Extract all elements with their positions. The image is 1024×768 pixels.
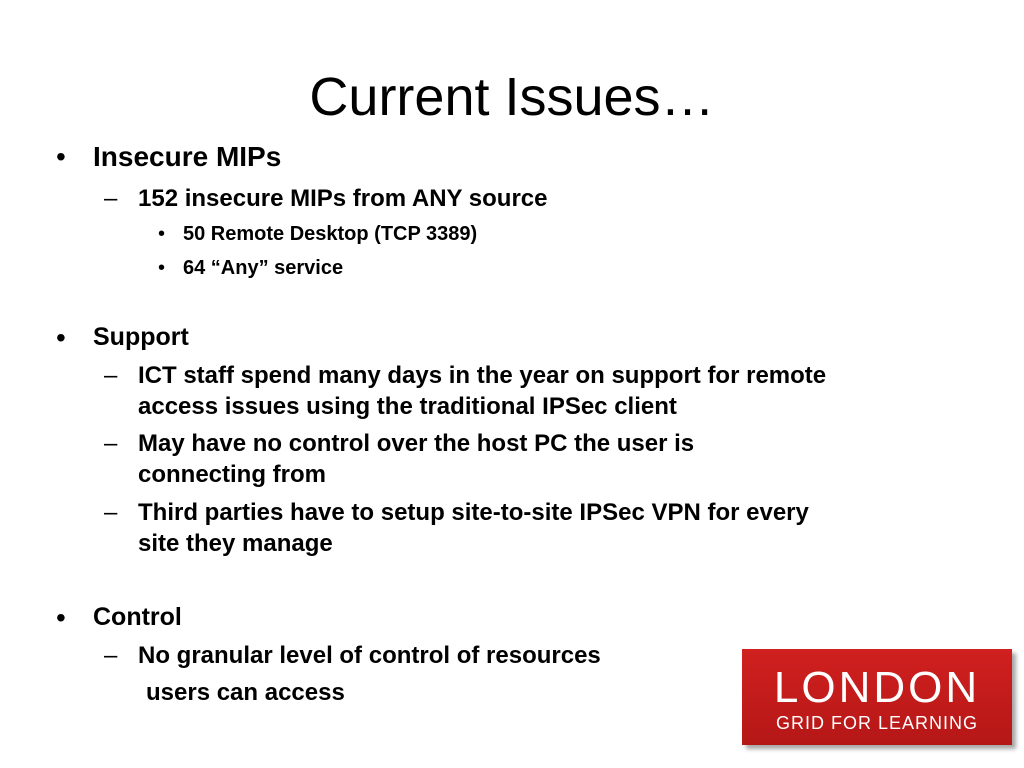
sub-item: 64 “Any” service xyxy=(183,257,344,279)
dash-marker: – xyxy=(104,362,118,389)
item-line: users can access xyxy=(146,679,345,706)
dash-marker: – xyxy=(104,642,118,669)
item-line: access issues using the traditional IPSec client xyxy=(138,393,677,420)
sub-bullet-marker: • xyxy=(158,223,166,245)
logo-main-text: LONDON xyxy=(773,663,981,712)
logo-sub-text: GRID FOR LEARNING xyxy=(775,713,979,733)
bullet-marker: • xyxy=(56,322,66,353)
item-line: No granular level of control of resources xyxy=(138,642,601,669)
bullet-marker: • xyxy=(56,602,66,633)
item-line: May have no control over the host PC the user is xyxy=(138,430,695,457)
item-line: 152 insecure MIPs from ANY source xyxy=(138,185,548,212)
dash-marker: – xyxy=(104,185,118,212)
item-line: ICT staff spend many days in the year on support for remote xyxy=(138,362,827,389)
sub-item: 50 Remote Desktop (TCP 3389) xyxy=(183,223,478,245)
item-line: site they manage xyxy=(138,530,333,557)
london-grid-for-learning-logo xyxy=(742,649,1012,745)
dash-marker: – xyxy=(104,430,118,457)
bullet-marker: • xyxy=(56,141,66,172)
item-line: Third parties have to setup site-to-site IPSec VPN for every xyxy=(138,499,809,526)
item-line: connecting from xyxy=(138,461,327,488)
slide-title: Current Issues… xyxy=(309,67,715,127)
section-heading-insecure-mips: Insecure MIPs xyxy=(93,141,282,172)
section-heading-control: Control xyxy=(93,603,182,631)
sub-bullet-marker: • xyxy=(158,257,166,279)
dash-marker: – xyxy=(104,499,118,526)
section-heading-support: Support xyxy=(93,323,189,351)
